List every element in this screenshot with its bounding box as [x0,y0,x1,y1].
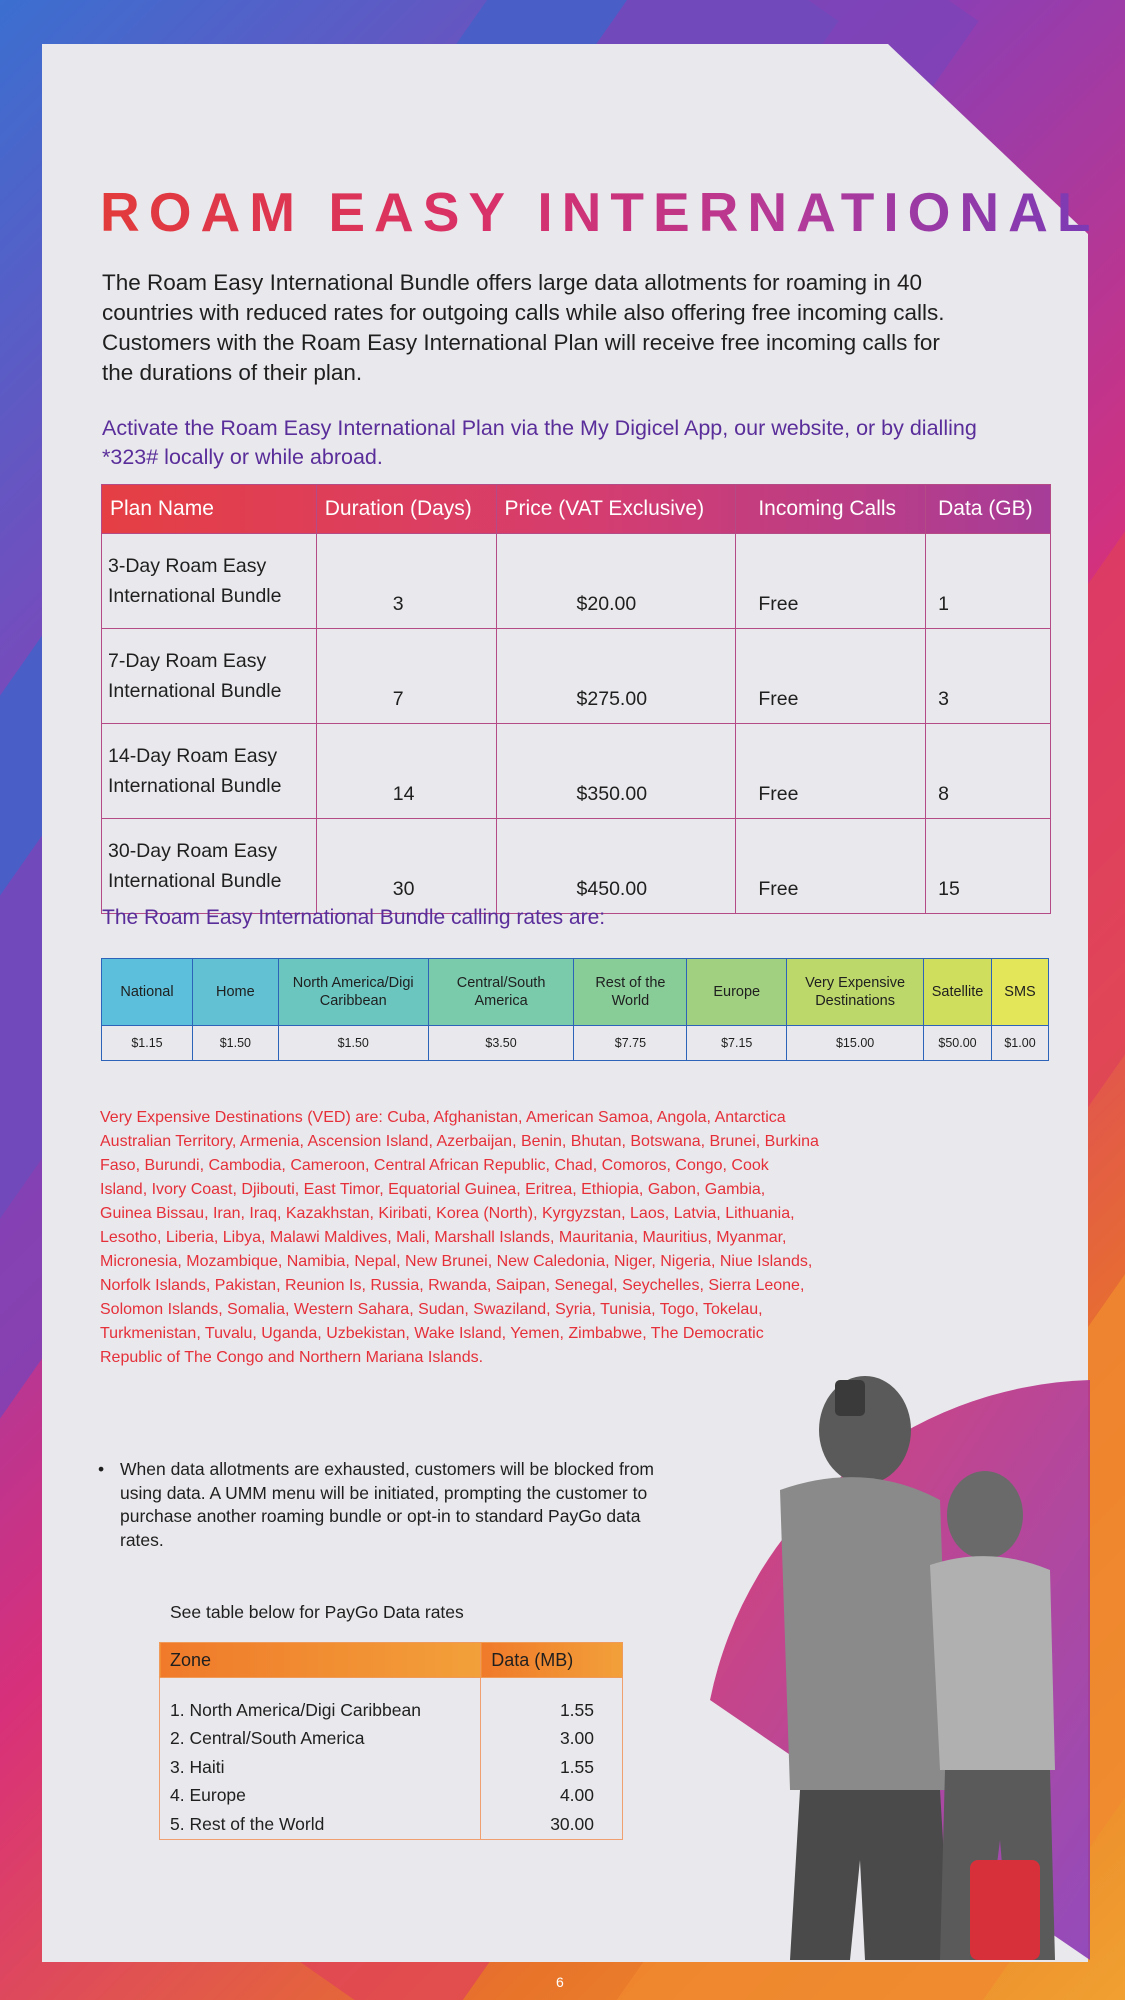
plan-duration: 30 [316,819,496,914]
paygo-zone: 5. Rest of the World [160,1810,481,1839]
table-row [102,534,1051,629]
rate-col-home: Home [192,959,278,1026]
plan-name-line2: International Bundle [108,585,282,607]
plan-name-line1: 14-Day Roam Easy [108,745,278,767]
plan-data: 8 [926,724,1051,819]
plan-incoming-calls: Free [736,629,926,724]
table-row [102,724,1051,819]
paygo-header-row [160,1643,623,1678]
plan-name-line2: International Bundle [108,775,282,797]
table-row [160,1696,623,1725]
plan-price: $350.00 [496,724,736,819]
rate-value: $1.00 [992,1026,1049,1061]
paygo-zone: 2. Central/South America [160,1725,481,1754]
rate-value: $1.50 [278,1026,428,1061]
col-data: Data (GB) [926,485,1051,534]
page-number: 6 [556,1974,564,1990]
table-row [160,1725,623,1754]
paygo-data: 1.55 [481,1753,623,1782]
col-data-mb: Data (MB) [481,1643,623,1678]
rates-header-row [102,959,1049,1026]
paygo-caption: See table below for PayGo Data rates [170,1602,464,1622]
table-row [102,819,1051,914]
col-plan-name: Plan Name [102,485,317,534]
col-zone: Zone [160,1643,481,1678]
paygo-zone: 4. Europe [160,1782,481,1811]
paygo-data: 30.00 [481,1810,623,1839]
rate-col-rest-of-world: Rest of the World [574,959,687,1026]
table-row [102,629,1051,724]
paygo-zone: 1. North America/Digi Caribbean [160,1696,481,1725]
rate-col-europe: Europe [687,959,787,1026]
activation-note: Activate the Roam Easy International Plan via the My Digicel App, our website, or by dialling *323# locally or while abroad. [102,416,977,469]
rates-heading: The Roam Easy International Bundle calling rates are: [102,906,606,929]
paygo-rates-table [159,1642,623,1840]
plan-name [102,819,317,914]
intro-paragraph: The Roam Easy International Bundle offers large data allotments for roaming in 40 countries with reduced rates for outgoing calls while also offering free incoming calls. Customers with the Roam Easy International Plan will receive free incoming calls for the durations of their plan. [102,270,945,385]
plan-name-line2: International Bundle [108,680,282,702]
table-row [160,1810,623,1839]
plan-duration: 14 [316,724,496,819]
plan-price: $275.00 [496,629,736,724]
rate-value: $50.00 [924,1026,992,1061]
plan-data: 15 [926,819,1051,914]
col-incoming-calls: Incoming Calls [736,485,926,534]
plan-incoming-calls: Free [736,724,926,819]
rate-col-national: National [102,959,193,1026]
plan-price: $20.00 [496,534,736,629]
rate-value: $15.00 [787,1026,924,1061]
rate-col-satellite: Satellite [924,959,992,1026]
plan-name-line1: 3-Day Roam Easy [108,555,267,577]
paygo-data: 3.00 [481,1725,623,1754]
rate-col-ved: Very Expensive Destinations [787,959,924,1026]
plan-duration: 3 [316,534,496,629]
plans-table [101,484,1051,914]
rate-col-central-south-america: Central/South America [428,959,574,1026]
paygo-data: 1.55 [481,1696,623,1725]
spacer-row [160,1678,623,1697]
plan-name-line1: 30-Day Roam Easy [108,840,278,862]
plan-incoming-calls: Free [736,534,926,629]
ved-country-list: Very Expensive Destinations (VED) are: Cuba, Afghanistan, American Samoa, Angola, Antarctica Australian Territory, Armenia, Ascension Island, Azerbaijan, Benin, Bhutan, Botswana, Brunei, Burkina Faso, Burundi, Cambodia, Cameroon, Central African Republic, Chad, Comoros, Congo, Cook Island, Ivory Coast, Djibouti, East Timor, Equatorial Guinea, Eritrea, Ethiopia, Gabon, Gambia, Guinea Bissau, Iran, Iraq, Kazakhstan, Kiribati, Korea (North), Kyrgyzstan, Laos, Latvia, Lithuania, Lesotho, Liberia, Libya, Malawi Maldives, Mali, Marshall Islands, Mauritania, Mauritius, Myanmar, Micronesia, Mozambique, Namibia, Nepal, New Brunei, New Caledonia, Niger, Nigeria, Niue Islands, Norfolk Islands, Pakistan, Reunion Is, Russia, Rwanda, Saipan, Senegal, Seychelles, Sierra Leone, Solomon Islands, Somalia, Western Sahara, Sudan, Swaziland, Syria, Tunisia, Togo, Tokelau, Turkmenistan, Tuvalu, Uganda, Uzbekistan, Wake Island, Yemen, Zimbabwe, The Democratic Republic of The Congo and Northern Mariana Islands. [100,1109,819,1366]
plan-name [102,724,317,819]
col-price: Price (VAT Exclusive) [496,485,736,534]
rate-value: $1.50 [192,1026,278,1061]
travelers-photo [650,1320,1090,1960]
rate-value: $7.75 [574,1026,687,1061]
plan-name [102,534,317,629]
plan-data: 3 [926,629,1051,724]
rate-value: $3.50 [428,1026,574,1061]
col-duration: Duration (Days) [316,485,496,534]
list-item: • When data allotments are exhausted, customers will be blocked from using data. A UMM menu will be initiated, prompting the customer to purchase another roaming bundle or opt-in to standard PayGo data rates. [98,1458,658,1552]
table-row [160,1753,623,1782]
plan-incoming-calls: Free [736,819,926,914]
rates-value-row [102,1026,1049,1061]
plans-header-row [102,485,1051,534]
paygo-data: 4.00 [481,1782,623,1811]
rate-col-north-america: North America/Digi Caribbean [278,959,428,1026]
plan-name-line1: 7-Day Roam Easy [108,650,267,672]
plan-name-line2: International Bundle [108,870,282,892]
paygo-zone: 3. Haiti [160,1753,481,1782]
table-row [160,1782,623,1811]
rate-col-sms: SMS [992,959,1049,1026]
rate-value: $1.15 [102,1026,193,1061]
plan-price: $450.00 [496,819,736,914]
page-title: ROAM EASY INTERNATIONAL [100,181,1100,243]
calling-rates-table [101,958,1049,1061]
plan-data: 1 [926,534,1051,629]
plan-name [102,629,317,724]
data-exhausted-note [98,1458,658,1552]
plan-duration: 7 [316,629,496,724]
rate-value: $7.15 [687,1026,787,1061]
